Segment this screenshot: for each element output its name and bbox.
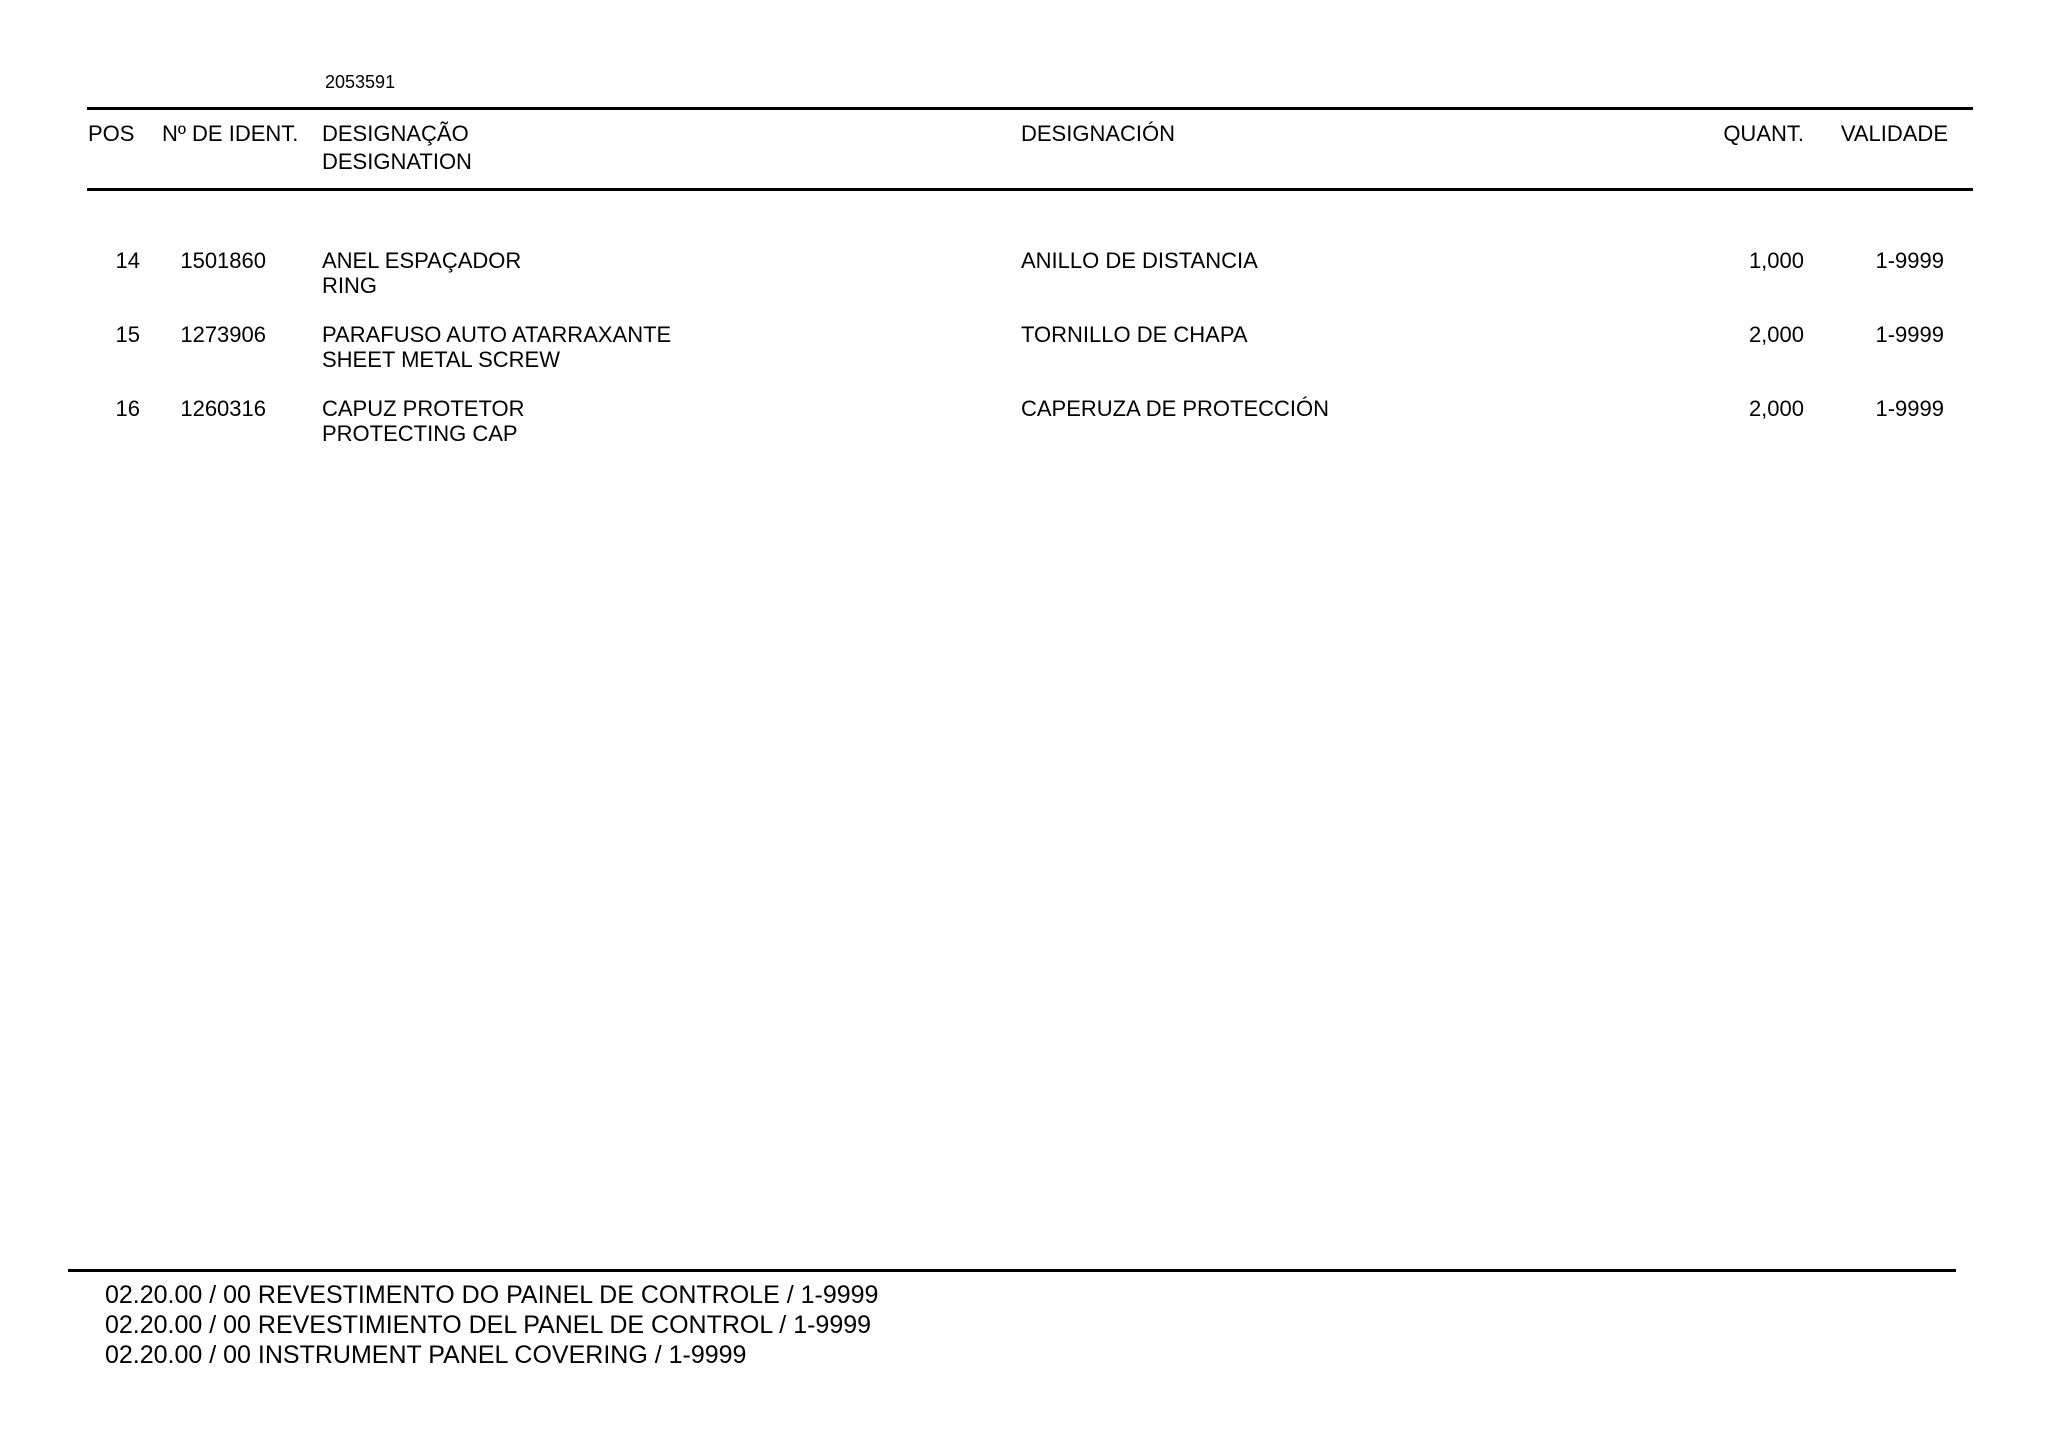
- header-designation-pt: DESIGNAÇÃO: [322, 121, 469, 146]
- header-validity: VALIDADE: [1840, 121, 1948, 146]
- row-designation-en: SHEET METAL SCREW: [322, 347, 560, 372]
- row-pos: 15: [115, 322, 140, 347]
- row-designation-en: RING: [322, 273, 377, 298]
- row-designation-pt: PARAFUSO AUTO ATARRAXANTE: [322, 322, 672, 347]
- header-designation-en: DESIGNATION: [322, 149, 472, 174]
- header-designation-es: DESIGNACIÓN: [1021, 121, 1176, 146]
- top-rule: [87, 107, 1973, 110]
- row-pos: 16: [115, 396, 140, 421]
- row-designation-en: PROTECTING CAP: [322, 421, 518, 446]
- footer-line-pt: 02.20.00 / 00 REVESTIMENTO DO PAINEL DE CONTROLE / 1-9999: [105, 1281, 879, 1309]
- document-number: 2053591: [325, 72, 396, 92]
- row-designation-es: TORNILLO DE CHAPA: [1021, 322, 1248, 347]
- row-quantity: 1,000: [1748, 248, 1804, 273]
- header-ident: Nº DE IDENT.: [162, 121, 299, 146]
- header-pos: POS: [88, 121, 135, 146]
- row-designation-pt: ANEL ESPAÇADOR: [322, 248, 522, 273]
- row-ident: 1260316: [180, 396, 266, 421]
- row-quantity: 2,000: [1748, 322, 1804, 347]
- row-pos: 14: [115, 248, 140, 273]
- row-validity: 1-9999: [1875, 322, 1944, 347]
- row-validity: 1-9999: [1875, 396, 1944, 421]
- row-validity: 1-9999: [1875, 248, 1944, 273]
- row-designation-pt: CAPUZ PROTETOR: [322, 396, 525, 421]
- row-designation-es: CAPERUZA DE PROTECCIÓN: [1021, 396, 1330, 421]
- header-bottom-rule: [87, 188, 1973, 191]
- header-quantity: QUANT.: [1723, 121, 1804, 146]
- footer-line-es: 02.20.00 / 00 REVESTIMIENTO DEL PANEL DE CONTROL / 1-9999: [105, 1311, 872, 1339]
- row-designation-es: ANILLO DE DISTANCIA: [1021, 248, 1258, 273]
- footer-line-en: 02.20.00 / 00 INSTRUMENT PANEL COVERING / 1-9999: [105, 1341, 747, 1369]
- row-quantity: 2,000: [1748, 396, 1804, 421]
- footer-rule: [68, 1269, 1956, 1272]
- row-ident: 1273906: [180, 322, 266, 347]
- row-ident: 1501860: [180, 248, 266, 273]
